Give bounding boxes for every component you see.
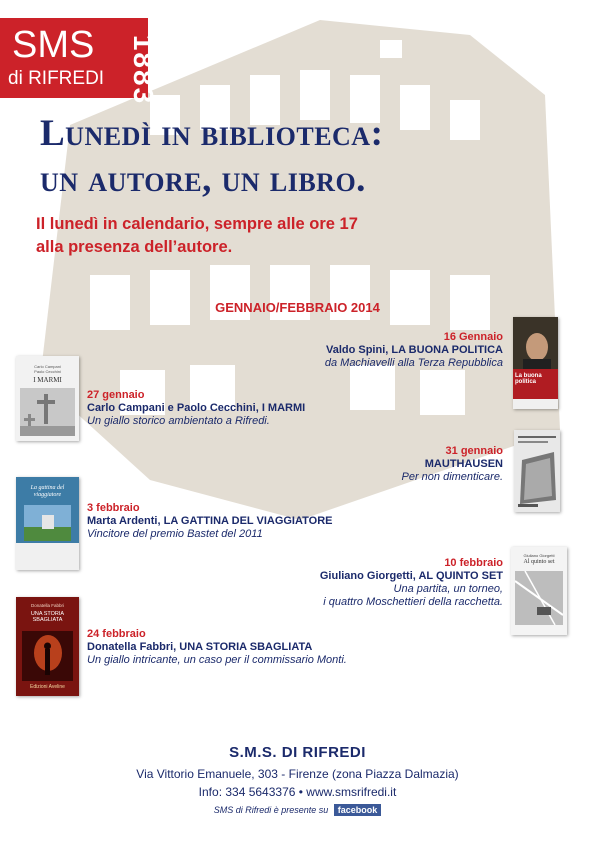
title-line-2: un autore, un libro. — [40, 159, 366, 200]
book-author-2: Paolo Cecchini — [34, 369, 61, 374]
event-i-marmi — [87, 389, 305, 428]
logo-di-rifredi-text: di RIFREDI — [8, 68, 105, 89]
event-title: MAUTHAUSEN — [424, 458, 503, 470]
facebook-text: SMS di Rifredi è presente su — [213, 805, 329, 815]
event-description: Vincitore del premio Bastet del 2011 — [87, 528, 263, 540]
book-title-gattina: La gattina del viaggiatore — [30, 485, 65, 498]
event-storia-sbagliata — [87, 628, 347, 667]
event-al-quinto-set — [320, 557, 503, 609]
event-title: Valdo Spini, LA BUONA POLITICA — [325, 344, 503, 356]
event-description: Un giallo intricante, un caso per il commissario Monti. — [87, 654, 347, 666]
tennis-court-photo-icon — [515, 571, 563, 625]
event-gattina-viaggiatore — [87, 502, 332, 541]
book-cover-buona-politica — [513, 317, 558, 409]
book-title-quinto-set: Al quinto set — [523, 559, 555, 565]
machiavelli-portrait-icon — [513, 317, 558, 409]
footer-contact[interactable]: Info: 334 5643376 • www.smsrifredi.it — [198, 785, 397, 799]
event-description: Per non dimenticare. — [401, 471, 503, 483]
logo-year: 1883 — [128, 34, 160, 106]
facebook-badge[interactable]: facebook — [334, 804, 382, 816]
event-title: Marta Ardenti, LA GATTINA DEL VIAGGIATORE — [87, 515, 333, 527]
figure-in-shadows-icon — [22, 631, 73, 681]
subtitle-line-1: Il lunedì in calendario, sempre alle ore 17 — [36, 215, 358, 233]
book-title-marmi: I MARMI — [33, 376, 62, 384]
event-date: 10 febbraio — [444, 557, 503, 569]
event-date: 27 gennaio — [87, 389, 145, 401]
event-description: Una partita, un torneo, — [393, 583, 503, 595]
book-author-1: Carlo Campani — [34, 364, 61, 369]
event-title: Donatella Fabbri, UNA STORIA SBAGLIATA — [87, 641, 313, 653]
event-description: Un giallo storico ambientato a Rifredi. — [87, 415, 270, 427]
book-author-fabbri: Donatella Fabbri — [30, 603, 65, 608]
event-valdo-spini — [325, 331, 503, 370]
book-cover-gattina-viaggiatore — [16, 477, 79, 570]
event-title: Giuliano Giorgetti, AL QUINTO SET — [319, 570, 503, 582]
book-author-giorgetti: Giuliano Giorgetti — [523, 553, 555, 558]
book-title-storia: UNA STORIA SBAGLIATA — [30, 611, 65, 623]
event-description-2: i quattro Moschettieri della racchetta. — [323, 596, 503, 608]
book-cover-al-quinto-set — [511, 547, 567, 635]
footer-address: Via Vittorio Emanuele, 303 - Firenze (zona Piazza Dalmazia) — [136, 767, 459, 781]
subtitle-line-2: alla presenza dell’autore. — [36, 238, 233, 256]
footer-org-name: S.M.S. DI RIFREDI — [229, 744, 366, 761]
title-line-1: Lunedì in biblioteca: — [40, 113, 384, 154]
mauthausen-photo-icon — [514, 430, 560, 512]
event-title: Carlo Campani e Paolo Cecchini, I MARMI — [87, 402, 306, 414]
sms-rifredi-logo — [0, 18, 160, 106]
footer-facebook-row — [0, 804, 595, 816]
book-cover-mauthausen — [514, 430, 560, 512]
book-cover-i-marmi — [16, 356, 79, 441]
event-date: 3 febbraio — [87, 502, 140, 514]
event-date: 24 febbraio — [87, 628, 146, 640]
event-description: da Machiavelli alla Terza Repubblica — [324, 357, 503, 369]
landscape-photo-icon — [24, 505, 71, 541]
event-date: 31 gennaio — [445, 445, 503, 457]
book-cover-storia-sbagliata — [16, 597, 79, 696]
logo-sms-text: SMS — [12, 24, 95, 66]
book-title-buona-politica: La buona politica — [515, 373, 542, 385]
cemetery-photo-icon — [20, 388, 75, 436]
period-heading: GENNAIO/FEBBRAIO 2014 — [215, 300, 380, 315]
event-mauthausen — [402, 445, 504, 484]
event-date: 16 Gennaio — [443, 331, 503, 343]
book-publisher: Edizioni Aveline — [30, 684, 65, 690]
